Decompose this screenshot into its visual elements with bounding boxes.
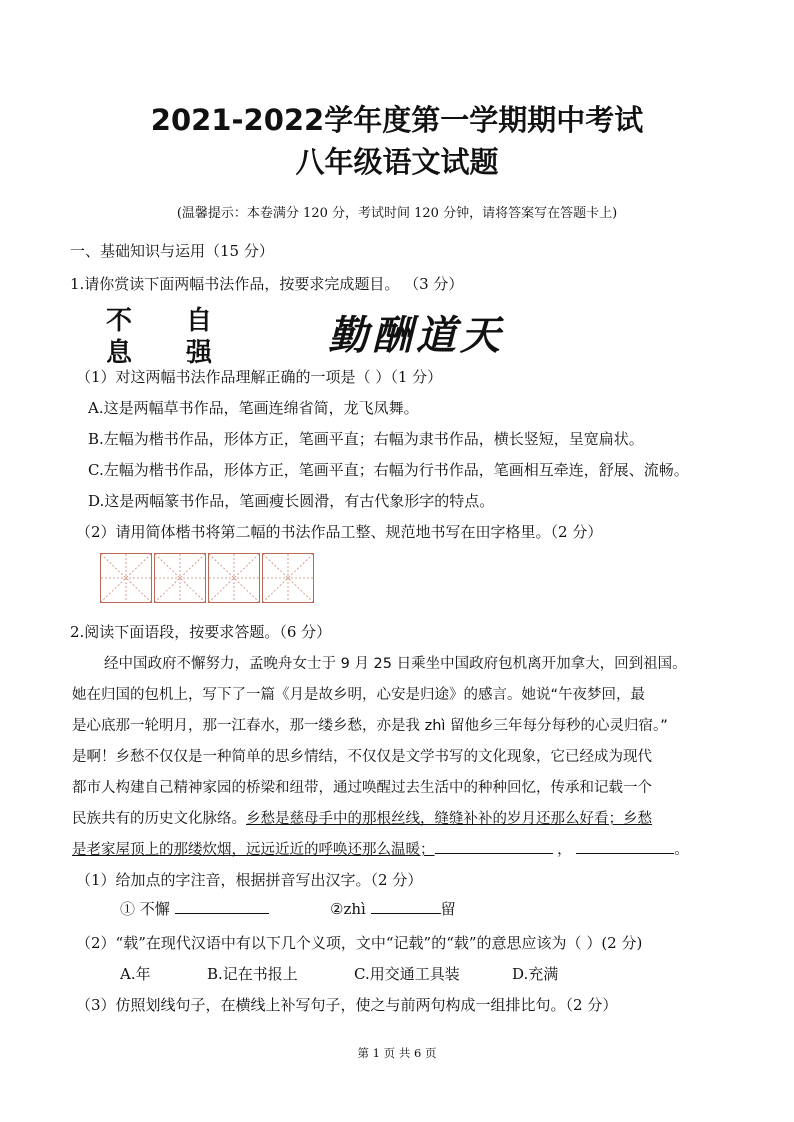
calligraphy-char: 不 [106, 306, 133, 336]
underlined-sentence: 是老家屋顶上的那缕炊烟，远远近近的呼唤还那么温暖； [72, 842, 435, 858]
calligraphy-char: 息 [106, 338, 133, 368]
question-2-sub2: （2）“载”在现代汉语中有以下几个义项，文中“记载”的“载”的意思应该为（ ）(2 分) [76, 934, 643, 952]
sub2-option-b: B.记在书报上 [207, 965, 298, 983]
option-c: C.左幅为楷书作品，形体方正，笔画平直；右幅为行书作品，笔画相互牵连，舒展、流畅。 [88, 461, 689, 479]
section-heading: 一、基础知识与运用（15 分） [70, 242, 274, 260]
question-2-stem: 2.阅读下面语段，按要求答题。（6 分） [70, 623, 332, 641]
grid-cell[interactable] [154, 553, 206, 603]
comma: ， [557, 842, 572, 858]
option-b: B.左幅为楷书作品，形体方正，笔画平直；右幅为隶书作品，横长竖短，呈宽扁状。 [88, 430, 644, 448]
item-word: 不懈 [139, 900, 170, 918]
option-d: D.这是两幅篆书作品，笔画瘦长圆滑，有古代象形字的特点。 [88, 492, 495, 510]
calligraphy-char: 自 [186, 306, 213, 336]
sub2-option-d: D.充满 [512, 965, 559, 983]
sub2-option-c: C.用交通工具装 [354, 965, 460, 983]
passage-line: 她在归国的包机上，写下了一篇《月是故乡明，心安是归途》的感言。她说“午夜梦回，最 [72, 687, 646, 703]
sub2-option-a: A.年 [120, 965, 151, 983]
calligraphy-char: 强 [186, 338, 213, 368]
grid-cell[interactable] [208, 553, 260, 603]
underlined-sentence: 乡愁是慈母手中的那根丝线，缝缝补补的岁月还那么好看；乡愁 [246, 811, 652, 827]
answer-blank[interactable] [371, 899, 441, 914]
passage-line: 经中国政府不懈努力，孟晚舟女士于 9 月 25 日乘坐中国政府包机离开加拿大，回到祖国。 [104, 656, 687, 672]
question-1-sub1: （1）对这两幅书法作品理解正确的一项是（ ）（1 分） [76, 368, 443, 386]
passage-line: 都市人构建自己精神家园的桥梁和纽带，通过唤醒过去生活中的种种回忆，传承和记载一个 [72, 780, 652, 796]
question-2-sub1: （1）给加点的字注音，根据拼音写出汉字。（2 分） [76, 871, 423, 889]
passage-line: 是啊！乡愁不仅仅是一种简单的思乡情结，不仅仅是文学书写的文化现象，它已经成为现代 [72, 749, 652, 765]
question-1-sub2: （2）请用简体楷书将第二幅的书法作品工整、规范地书写在田字格里。（2 分） [76, 523, 603, 541]
answer-blank[interactable] [435, 839, 553, 854]
passage-line: 是心底那一轮明月，那一江春水，那一缕乡愁，亦是我 zhì 留他乡三年每分每秒的心灵归宿。” [72, 718, 668, 734]
question-1-stem: 1.请你赏读下面两幅书法作品，按要求完成题目。 （3 分） [70, 275, 464, 293]
item-word: ②zhì [330, 900, 366, 918]
answer-blank[interactable] [576, 839, 674, 854]
item-number: ① [120, 900, 136, 918]
item-tail: 留 [440, 900, 456, 918]
calligraphy-right: 勤酬道天 [328, 312, 504, 359]
passage-line [72, 807, 722, 828]
grid-cell[interactable] [262, 553, 314, 603]
exam-title: 2021-2022学年度第一学期期中考试 [150, 103, 644, 137]
question-2-sub3: （3）仿照划线句子，在横线上补写句子，使之与前两句构成一组排比句。（2 分） [76, 996, 618, 1014]
passage-text: 民族共有的历史文化脉络。 [72, 811, 246, 827]
pinyin-item-2 [330, 898, 456, 919]
exam-tip: (温馨提示：本卷满分 120 分，考试时间 120 分钟，请将答案写在答题卡上) [176, 206, 618, 221]
exam-subtitle: 八年级语文试题 [295, 145, 499, 179]
grid-cell[interactable] [100, 553, 152, 603]
answer-blank[interactable] [175, 899, 269, 914]
pinyin-item-1 [120, 898, 269, 919]
page-footer: 第 1 页 共 6 页 [357, 1046, 437, 1060]
period: 。 [674, 842, 689, 858]
option-a: A.这是两幅草书作品，笔画连绵省简，龙飞凤舞。 [88, 399, 419, 417]
tianzige-grid[interactable] [100, 553, 320, 605]
passage-line [72, 838, 722, 859]
calligraphy-left [104, 300, 234, 368]
